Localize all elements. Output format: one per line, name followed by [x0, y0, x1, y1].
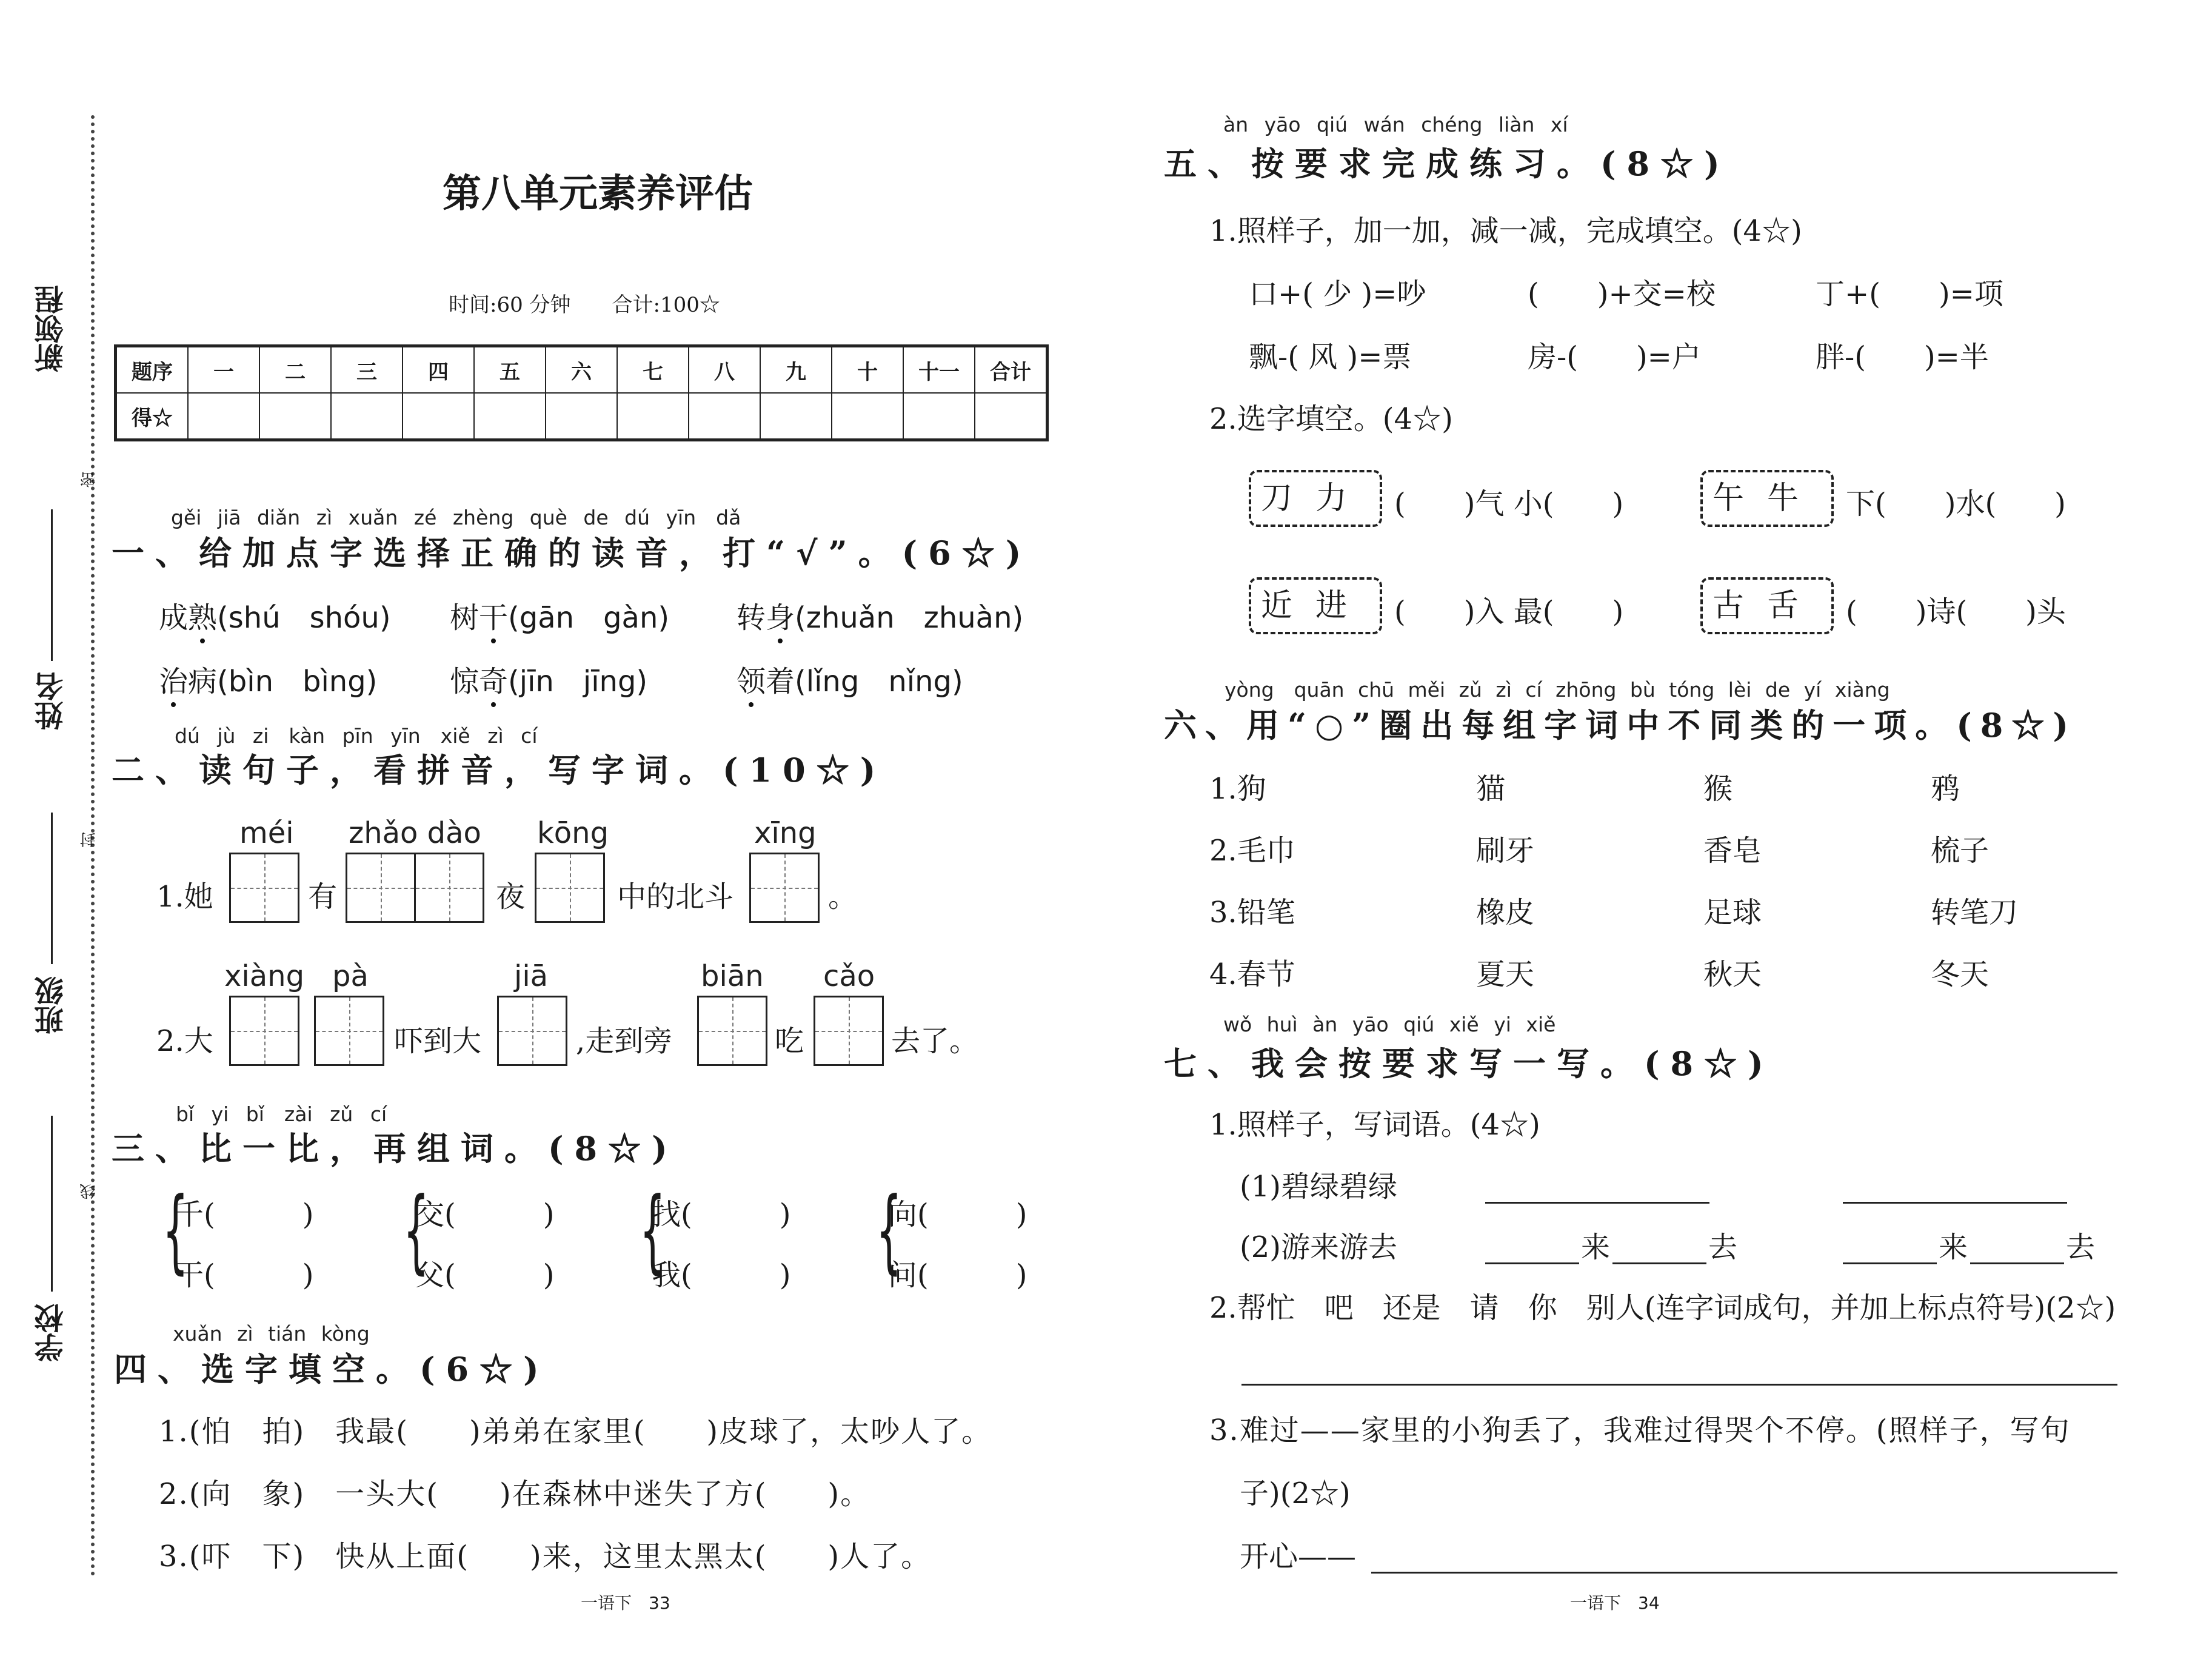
q5-sub2: 2.选字填空。(4☆) — [1209, 402, 1453, 436]
score-header-cell: 十一 — [903, 346, 975, 394]
q4-line[interactable]: 2.(向 象) 一头大( )在森林中迷失了方( )。 — [159, 1477, 871, 1511]
score-table — [114, 344, 1049, 441]
q1-item[interactable]: 治病(bìn bìng) — [159, 665, 378, 699]
q2-s2-text: 吃 — [775, 1024, 804, 1058]
writing-grid[interactable] — [229, 996, 299, 1066]
q5-row2-item[interactable]: 飘-( 风 )=票 — [1249, 340, 1412, 374]
q2-s2-text: 2.大 — [156, 1024, 213, 1058]
q1-item[interactable]: 转身(zhuǎn zhuàn) — [737, 601, 1024, 635]
score-cell[interactable] — [689, 393, 760, 440]
score-header-cell: 六 — [546, 346, 617, 394]
q7-heading: 七、我会按要求写一写。(8☆) — [1164, 1044, 1774, 1083]
score-cell[interactable] — [188, 393, 259, 440]
q3-item[interactable]: 交( ) — [415, 1198, 555, 1232]
seal-mark: 封 — [80, 832, 98, 848]
score-header-cell: 题序 — [116, 346, 189, 394]
q5-row2-item[interactable]: 胖-( )=半 — [1816, 340, 1989, 374]
score-cell[interactable] — [403, 393, 474, 440]
q6-item[interactable]: 猫 — [1476, 772, 1506, 806]
q6-item[interactable]: 4.春节 — [1209, 957, 1295, 991]
q2-pinyin: dú jù zi kàn pīn yīn xiě zì cí — [175, 724, 538, 748]
q5-choice-blanks[interactable]: 下( )水( ) — [1846, 487, 2066, 521]
q7-sub3: 3.难过——家里的小狗丢了，我难过得哭个不停。(照样子，写句 — [1209, 1413, 2071, 1447]
q6-item[interactable]: 2.毛巾 — [1209, 834, 1295, 868]
q6-item[interactable]: 足球 — [1703, 896, 1762, 930]
q6-item[interactable]: 香皂 — [1703, 834, 1762, 868]
q7-sub3-cont: 子)(2☆) — [1240, 1477, 1351, 1510]
q5-sub1: 1.照样子，加一加，减一减，完成填空。(4☆) — [1209, 214, 1802, 248]
q2-s1-text: 夜 — [496, 880, 526, 914]
answer-line[interactable] — [1485, 1202, 1709, 1204]
q6-item[interactable]: 转笔刀 — [1931, 896, 2019, 930]
q5-heading: 五、按要求完成练习。(8☆) — [1164, 144, 1731, 183]
q4-line[interactable]: 3.(吓 下) 快从上面( )来，这里太黑太( )人了。 — [159, 1540, 932, 1574]
writing-grid[interactable] — [314, 996, 384, 1066]
score-cell[interactable] — [832, 393, 903, 440]
q2-s1-text: 中的北斗 — [617, 880, 734, 914]
q6-item[interactable]: 1.狗 — [1209, 772, 1266, 806]
score-header-cell: 四 — [403, 346, 474, 394]
q3-item[interactable]: 千( ) — [175, 1198, 314, 1232]
q2-s1-text: 。 — [828, 880, 858, 914]
q3-pinyin: bǐ yi bǐ zài zǔ cí — [176, 1102, 387, 1126]
brace-icon: { — [403, 1178, 429, 1284]
q4-pinyin: xuǎn zì tián kòng — [173, 1322, 370, 1346]
score-header-cell: 合计 — [975, 346, 1048, 394]
score-header-cell: 一 — [188, 346, 259, 394]
q1-heading: 一、给加点字选择正确的读音，打“√”。(6☆) — [112, 534, 1032, 572]
seal-mark-top: 密 — [80, 472, 98, 488]
q6-item[interactable]: 秋天 — [1703, 957, 1762, 991]
writing-grid[interactable] — [749, 853, 820, 923]
q2-pinyin-bian: biān — [701, 959, 764, 993]
page-footer-left: 一语下 33 — [581, 1593, 670, 1613]
q6-item[interactable]: 冬天 — [1931, 957, 1990, 991]
q7-lai: 来 — [1581, 1230, 1611, 1264]
score-header-cell: 五 — [474, 346, 546, 394]
q5-pinyin: àn yāo qiú wán chéng liàn xí — [1223, 113, 1568, 136]
brand-logo: 新领程 — [35, 285, 68, 372]
q3-item[interactable]: 找( ) — [652, 1198, 791, 1232]
q2-pinyin-xiang: xiàng — [224, 959, 305, 993]
q3-item[interactable]: 问( ) — [888, 1258, 1027, 1292]
char-choice-box: 古舌 — [1700, 577, 1834, 634]
char-choice-box: 午牛 — [1700, 470, 1834, 527]
page-footer-right: 一语下 34 — [1570, 1593, 1660, 1613]
name-field[interactable] — [51, 509, 53, 661]
score-header-cell: 二 — [259, 346, 331, 394]
brace-icon: { — [640, 1178, 666, 1284]
score-header-cell: 八 — [689, 346, 760, 394]
score-cell[interactable] — [474, 393, 546, 440]
q5-row1-item[interactable]: 口+( 少 )=吵 — [1249, 277, 1426, 311]
meta-info: 时间:60 分钟 合计:100☆ — [449, 293, 720, 317]
q5-choice-blanks[interactable]: ( )气 小( ) — [1394, 487, 1624, 521]
q2-s1-text: 1.她 — [156, 880, 213, 914]
writing-grid[interactable] — [697, 996, 767, 1066]
q2-s2-text: ,走到旁 — [576, 1024, 673, 1058]
score-cell[interactable] — [975, 393, 1048, 440]
q5-row1-item[interactable]: ( )+交=校 — [1528, 277, 1716, 311]
q6-item[interactable]: 橡皮 — [1476, 896, 1535, 930]
q2-s2-text: 去了。 — [891, 1024, 979, 1058]
q1-item[interactable]: 树干(gān gàn) — [450, 601, 670, 635]
writing-grid[interactable] — [497, 996, 567, 1066]
line-mark: 线 — [80, 1184, 98, 1199]
q3-heading: 三、比一比，再组词。(8☆) — [112, 1129, 678, 1168]
q5-choice-blanks[interactable]: ( )入 最( ) — [1394, 595, 1624, 629]
q3-item[interactable]: 向( ) — [888, 1198, 1027, 1232]
answer-line[interactable] — [1241, 1384, 2117, 1386]
school-label: 学校 — [35, 1304, 68, 1362]
class-label: 班级 — [35, 976, 68, 1034]
char-choice-box: 近进 — [1249, 577, 1382, 634]
score-cell[interactable] — [331, 393, 403, 440]
char-choice-box: 刀力 — [1249, 470, 1382, 527]
q6-item[interactable]: 夏天 — [1476, 957, 1535, 991]
q4-line[interactable]: 1.(怕 拍) 我最( )弟弟在家里( )皮球了，太吵人了。 — [159, 1415, 992, 1449]
q7-example: (1)碧绿碧绿 — [1240, 1170, 1397, 1204]
answer-line[interactable] — [1371, 1572, 2117, 1574]
q6-item[interactable]: 猴 — [1703, 772, 1733, 806]
answer-line[interactable] — [1970, 1262, 2064, 1264]
q2-pinyin-zhaodao: zhǎo dào — [349, 816, 481, 850]
score-header-cell: 七 — [617, 346, 689, 394]
q2-pinyin-pa: pà — [332, 959, 369, 993]
q6-pinyin: yòng quān chū měi zǔ zì cí zhōng bù tóng lèi de yí xiàng — [1225, 678, 1890, 702]
answer-line[interactable] — [1485, 1262, 1579, 1264]
q7-example: (2)游来游去 — [1240, 1230, 1397, 1264]
q4-heading: 四、选字填空。(6☆) — [114, 1350, 550, 1389]
q6-item[interactable]: 鸦 — [1931, 772, 1960, 806]
class-field[interactable] — [51, 813, 53, 964]
score-row-label: 得☆ — [116, 393, 189, 440]
q2-heading: 二、读句子，看拼音，写字词。(10☆) — [112, 751, 887, 789]
q6-heading: 六、用“○”圈出每组字词中不同类的一项。(8☆) — [1164, 706, 2077, 745]
q6-item[interactable]: 3.铅笔 — [1209, 896, 1295, 930]
q7-kaixin: 开心—— — [1240, 1540, 1357, 1574]
answer-line[interactable] — [1843, 1262, 1937, 1264]
score-header-cell: 十 — [832, 346, 903, 394]
q2-pinyin-kong: kōng — [537, 816, 609, 850]
score-cell[interactable] — [617, 393, 689, 440]
q5-row1-item[interactable]: 丁+( )=项 — [1816, 277, 2003, 311]
q1-item[interactable]: 惊奇(jīn jīng) — [450, 665, 648, 699]
score-cell[interactable] — [760, 393, 832, 440]
q3-item[interactable]: 干( ) — [175, 1258, 314, 1292]
q7-qu: 去 — [1708, 1230, 1738, 1264]
q2-pinyin-mei: méi — [239, 816, 294, 850]
q1-item[interactable]: 成熟(shú shóu) — [159, 601, 391, 635]
q5-choice-blanks[interactable]: ( )诗( )头 — [1846, 595, 2066, 629]
brace-icon: { — [162, 1178, 189, 1284]
q7-sub1: 1.照样子，写词语。(4☆) — [1209, 1108, 1540, 1142]
writing-grid[interactable] — [535, 853, 605, 923]
answer-line[interactable] — [1843, 1202, 2067, 1204]
q3-item[interactable]: 我( ) — [652, 1258, 791, 1292]
q1-pinyin: gěi jiā diǎn zì xuǎn zé zhèng què de dú yīn dǎ — [171, 506, 741, 529]
score-header-cell: 三 — [331, 346, 403, 394]
q2-s1-text: 有 — [308, 880, 338, 914]
q7-sub2: 2.帮忙 吧 还是 请 你 别人(连字词成句，并加上标点符号)(2☆) — [1209, 1291, 2116, 1325]
writing-grid[interactable] — [814, 996, 884, 1066]
q3-item[interactable]: 父( ) — [415, 1258, 555, 1292]
q6-item[interactable]: 刷牙 — [1476, 834, 1535, 868]
writing-grid[interactable] — [346, 853, 484, 923]
q7-lai: 来 — [1939, 1230, 1968, 1264]
q1-item[interactable]: 领着(lǐng nǐng) — [737, 665, 963, 699]
page-title: 第八单元素养评估 — [443, 171, 753, 216]
writing-grid[interactable] — [229, 853, 299, 923]
score-cell[interactable] — [546, 393, 617, 440]
q2-pinyin-xing: xīng — [754, 816, 817, 850]
school-field[interactable] — [51, 1116, 53, 1292]
q5-row2-item[interactable]: 房-( )=户 — [1528, 340, 1701, 374]
score-cell[interactable] — [903, 393, 975, 440]
brace-icon: { — [876, 1178, 902, 1284]
score-header-row — [116, 346, 1048, 394]
q7-qu: 去 — [2066, 1230, 2096, 1264]
answer-line[interactable] — [1612, 1262, 1706, 1264]
score-header-cell: 九 — [760, 346, 832, 394]
name-label: 姓名 — [35, 672, 68, 730]
score-cell[interactable] — [259, 393, 331, 440]
q2-pinyin-cao: cǎo — [823, 959, 875, 993]
q2-s2-text: 吓到大 — [394, 1024, 482, 1058]
score-value-row — [116, 393, 1048, 440]
q7-pinyin: wǒ huì àn yāo qiú xiě yi xiě — [1223, 1013, 1556, 1036]
q6-item[interactable]: 梳子 — [1931, 834, 1990, 868]
q2-pinyin-jia: jiā — [514, 959, 549, 993]
